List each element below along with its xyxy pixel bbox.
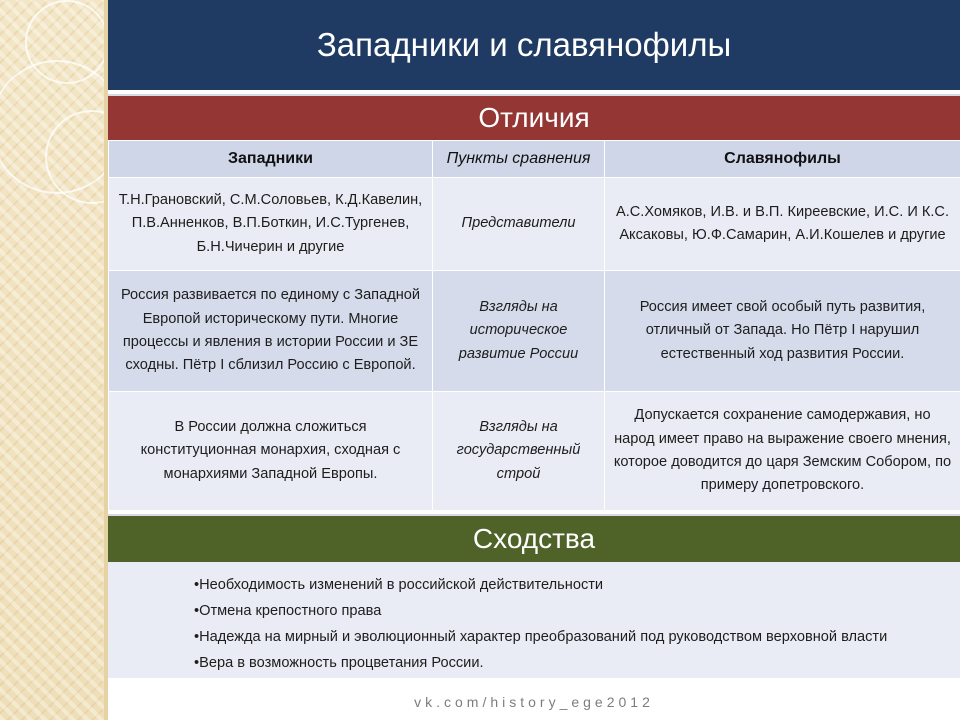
comparison-table	[108, 140, 960, 511]
decorative-side-panel	[0, 0, 108, 720]
cell-slavophiles: Допускается сохранение самодержавия, но народ имеет право на выражение своего мнения, которое доводится до царя Земским Собором, по примеру допетровского.	[605, 392, 960, 511]
cell-comparison-point: Взгляды на историческое развитие России	[433, 271, 605, 392]
cell-comparison-point: Взгляды на государственный строй	[433, 392, 605, 511]
table-row	[109, 271, 960, 392]
slide	[108, 0, 960, 720]
table-row	[109, 178, 960, 271]
list-item	[194, 624, 960, 650]
header-comparison-points: Пункты сравнения	[433, 141, 605, 178]
list-item	[194, 572, 960, 598]
list-item-text: Необходимость изменений в российской действительности	[199, 577, 604, 593]
cell-westernizers: В России должна сложиться конституционная монархия, сходная с монархиями Западной Европы.	[109, 392, 433, 511]
slide-title: Западники и славянофилы	[316, 26, 732, 63]
differences-title: Отличия	[478, 102, 590, 133]
list-item-text: Надежда на мирный и эволюционный характер преобразований под руководством верховной власти	[199, 629, 888, 645]
list-item	[194, 650, 960, 676]
differences-bar	[108, 94, 960, 140]
header-westernizers: Западники	[109, 141, 433, 178]
watermark-footer: vk.com/history_ege2012	[414, 694, 654, 710]
list-item	[194, 598, 960, 624]
cell-slavophiles: Россия имеет свой особый путь развития, отличный от Запада. Но Пётр I нарушил естественный ход развития России.	[605, 271, 960, 392]
list-item-text: Вера в возможность процветания России.	[199, 655, 484, 671]
table-row	[109, 392, 960, 511]
similarities-bar	[108, 514, 960, 562]
cell-westernizers: Т.Н.Грановский, С.М.Соловьев, К.Д.Кавелин, П.В.Анненков, В.П.Боткин, И.С.Тургенев, Б.Н.Чичерин и другие	[109, 178, 433, 271]
table-header-row	[109, 141, 960, 178]
cell-westernizers: Россия развивается по единому с Западной Европой историческому пути. Многие процессы и явления в истории России и ЗЕ сходны. Пётр I сблизил Россию с Европой.	[109, 271, 433, 392]
list-item-text: Отмена крепостного права	[199, 603, 382, 619]
similarities-panel	[108, 562, 960, 678]
similarities-title: Сходства	[472, 523, 596, 554]
cell-slavophiles: А.С.Хомяков, И.В. и В.П. Киреевские, И.С. И К.С. Аксаковы, Ю.Ф.Самарин, А.И.Кошелев и другие	[605, 178, 960, 271]
header-slavophiles: Славянофилы	[605, 141, 960, 178]
similarities-list	[108, 562, 960, 676]
cell-comparison-point: Представители	[433, 178, 605, 271]
title-bar	[108, 0, 960, 90]
